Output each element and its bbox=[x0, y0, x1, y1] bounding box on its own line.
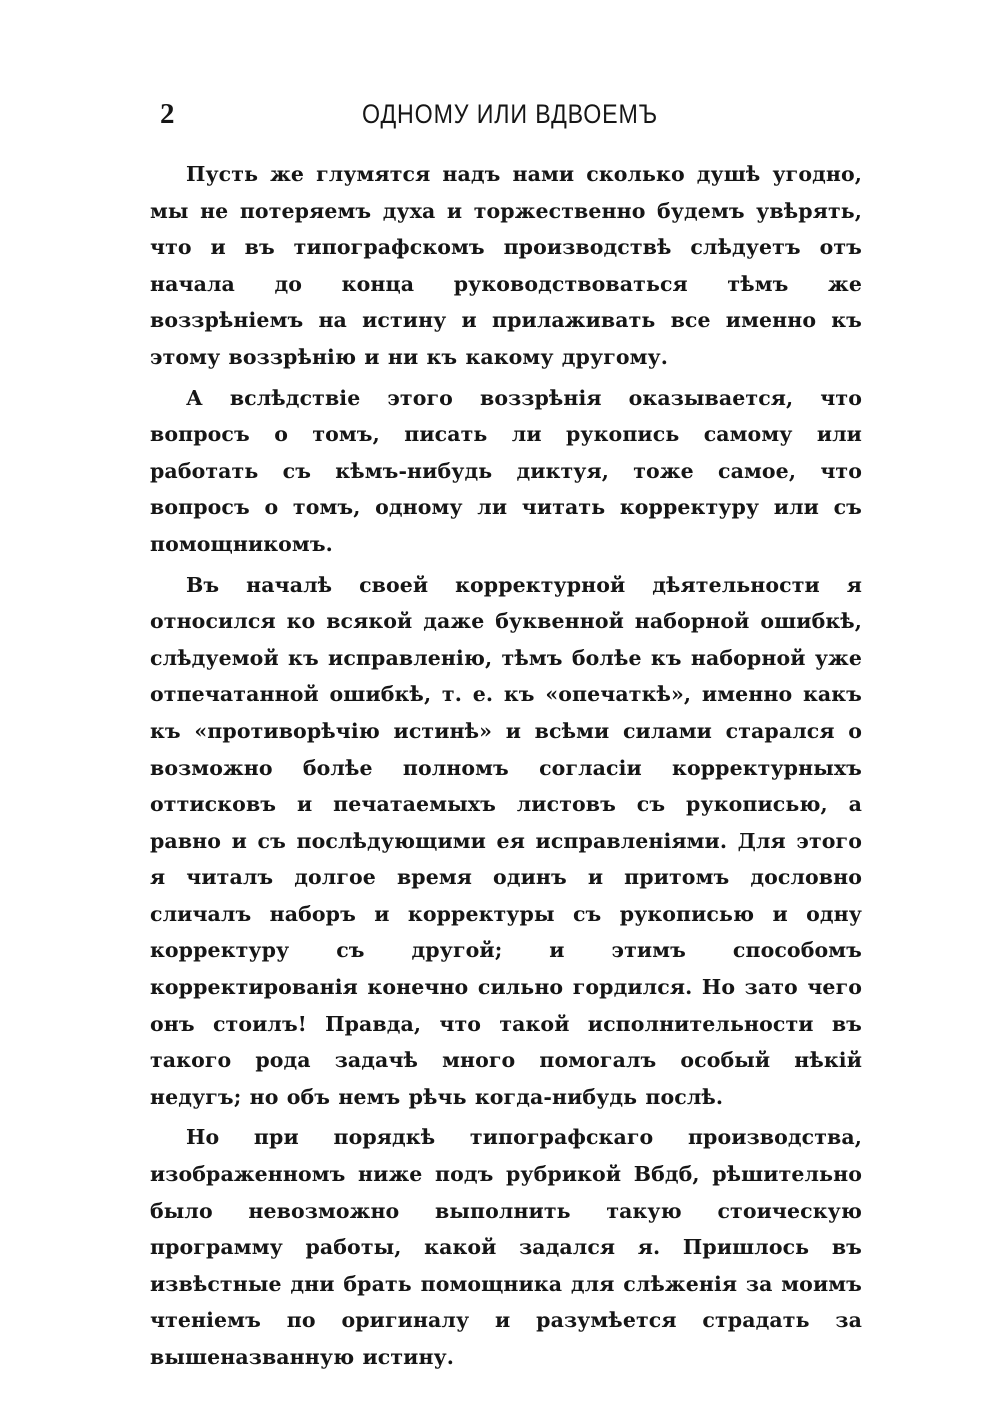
paragraph-2: А вслѣдствіе этого воззрѣнія оказывается, что вопросъ о томъ, писать ли рукопись самому или работать съ кѣмъ-нибудь диктуя, тоже самое, что вопросъ о томъ, одному ли читать корректуру или съ помощникомъ. bbox=[150, 385, 862, 556]
paragraph-4: Но при порядкѣ типографскаго производства, изображенномъ ниже подъ рубрикой Вбдб, рѣшительно было невозможно выполнить такую стоическую программу работы, какой задался я. Пришлось въ извѣстные дни брать помощника для слѣженія за моимъ чтеніемъ по оригиналу и разумѣется страдать за вышеназванную истину. bbox=[150, 1125, 862, 1369]
page-number: 2 bbox=[160, 98, 175, 130]
paragraph-1: Пусть же глумятся надъ нами сколько душѣ угодно, мы не потеряемъ духа и торжественно будемъ увѣрять, что и въ типографскомъ производствѣ слѣдуетъ отъ начала до конца руководствоваться тѣмъ же воззрѣніемъ на истину и прилаживать все именно къ этому воззрѣнію и ни къ какому другому. bbox=[150, 162, 862, 369]
paragraph-3: Въ началѣ своей корректурной дѣятельности я относился ко всякой даже буквенной наборной ошибкѣ, слѣдуемой къ исправленію, тѣмъ болѣе къ наборной уже отпечатанной ошибкѣ, т. е. къ «опечаткѣ», именно какъ къ «противорѣчію истинѣ» и всѣми силами старался о возможно болѣе полномъ согласіи корректурныхъ оттисковъ и печатаемыхъ листовъ съ рукописью, а равно и съ послѣдующими ея исправленіями. Для этого я читалъ долгое время одинъ и притомъ дословно сличалъ наборъ и корректуры съ рукописью и одну корректуру съ другой; и этимъ способомъ корректированія конечно сильно гордился. Но зато чего онъ стоилъ! Правда, что такой исполнительности въ такого рода задачѣ много помогалъ особый нѣкій недугъ; но объ немъ рѣчь когда-нибудь послѣ. bbox=[150, 572, 862, 1109]
body-text bbox=[150, 156, 862, 1376]
running-title: ОДНОМУ ИЛИ ВДВОЕМЪ bbox=[362, 99, 658, 129]
page-header bbox=[160, 92, 860, 136]
